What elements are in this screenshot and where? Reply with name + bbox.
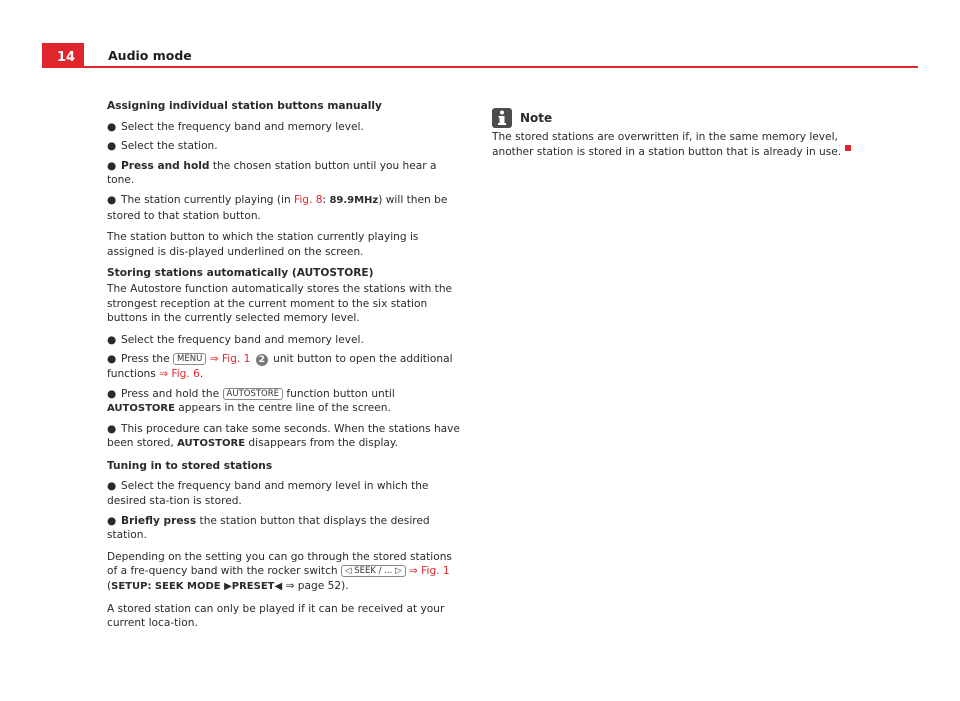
note-text: The stored stations are overwritten if, in the same memory level, another station is stored in a station button that is already in use. [492, 131, 842, 158]
paragraph: The Autostore function automatically stores the stations with the strongest reception at the current moment to the six station buttons in the currently selected memory level. [107, 282, 453, 325]
left-column [107, 99, 465, 638]
list-item: ● Select the frequency band and memory level. [107, 120, 364, 133]
note-title: Note [520, 110, 553, 125]
callout-number: 2 [256, 354, 268, 366]
fig-link[interactable]: ⇒ Fig. 1 [405, 565, 450, 578]
autostore-key: AUTOSTORE [223, 388, 283, 400]
section-title: Audio mode [108, 48, 192, 63]
list-item: ● Press the MENU ⇒ Fig. 1 2 unit button to open the additional functions ⇒ Fig. 6. [107, 353, 453, 380]
list-item: ● Select the station. [107, 140, 218, 153]
list-item: ● Press and hold the chosen station button until you hear a tone. [107, 159, 437, 187]
paragraph: The station button to which the station currently playing is assigned is dis-played underlined on the screen. [107, 231, 419, 258]
page-header [42, 43, 918, 69]
seek-key: ◁ SEEK / ... ▷ [341, 565, 406, 577]
list-item: ● Select the frequency band and memory level. [107, 333, 364, 346]
fig-link[interactable]: Fig. 8 [294, 193, 323, 206]
fig-link[interactable]: ⇒ Fig. 1 [206, 353, 254, 366]
header-rule [42, 66, 918, 68]
list-item: ● Select the frequency band and memory level in which the desired sta-tion is stored. [107, 480, 429, 508]
paragraph: A stored station can only be played if it can be received at your current loca-tion. [107, 602, 445, 630]
list-item: ● The station currently playing (in Fig. 8: 89.9MHz) will then be stored to that station button. [107, 193, 448, 222]
end-marker [845, 145, 851, 151]
page-number: 14 [42, 43, 84, 67]
paragraph: Depending on the setting you can go through the stored stations of a fre-quency band with the rocker switch ◁ SEEK / ... ▷ ⇒ Fig. 1 (SETUP: SEEK MODE ▶PRESET◀ ⇒ page 52). [107, 550, 452, 593]
list-item: ● This procedure can take some seconds. When the stations have been stored, AUTOSTORE disappears from the display. [107, 422, 460, 450]
heading-autostore: Storing stations automatically (AUTOSTORE) [107, 267, 374, 280]
note-box [492, 108, 852, 159]
list-item: ● Press and hold the AUTOSTORE function button until AUTOSTORE appears in the centre line of the screen. [107, 387, 395, 415]
menu-key: MENU [173, 353, 206, 365]
fig-link[interactable]: ⇒ Fig. 6 [159, 367, 200, 380]
info-icon [492, 108, 512, 128]
list-item: ● Briefly press the station button that displays the desired station. [107, 514, 430, 542]
heading-tuning: Tuning in to stored stations [107, 459, 273, 472]
heading-manual: Assigning individual station buttons manually [107, 100, 382, 112]
